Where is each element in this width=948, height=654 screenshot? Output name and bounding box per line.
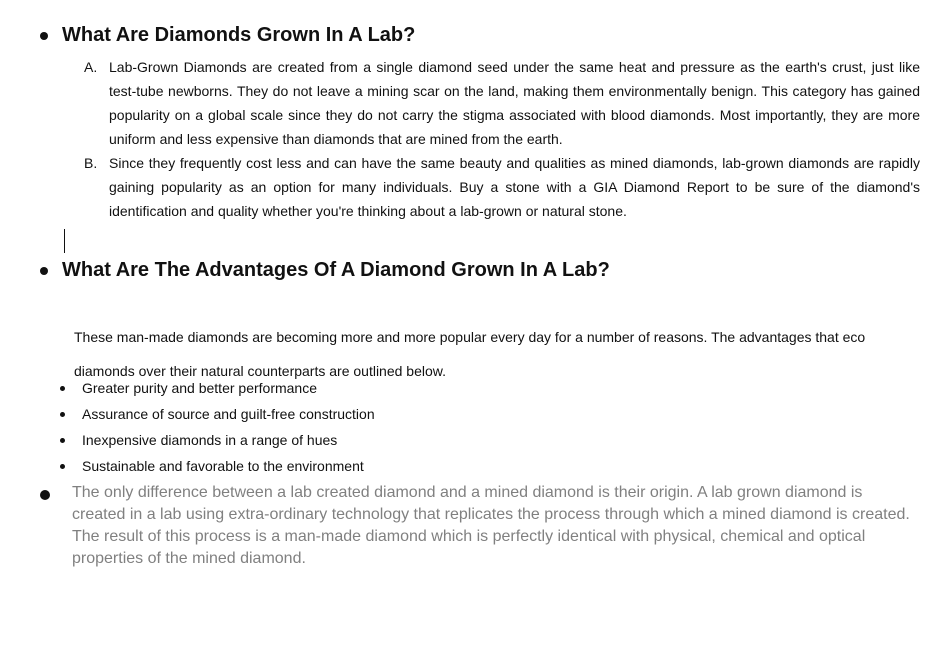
bullet-icon (40, 32, 48, 40)
intro-paragraph: These man-made diamonds are becoming more and more popular every day for a number of reasons. The advantages that eco diamonds over their natural counterparts are outlined below. (74, 329, 866, 379)
section-heading-text: What Are The Advantages Of A Diamond Grown In A Lab? (62, 259, 610, 281)
text-caret[interactable] (64, 229, 65, 253)
bullet-icon (40, 267, 48, 275)
list-item (84, 151, 920, 223)
list-item (60, 427, 375, 453)
list-item-text: Assurance of source and guilt-free construction (82, 406, 375, 422)
list-item (60, 401, 375, 427)
bullet-icon (60, 464, 65, 469)
section-heading-text: What Are Diamonds Grown In A Lab? (62, 24, 416, 46)
list-item-text: Inexpensive diamonds in a range of hues (82, 432, 338, 448)
closing-paragraph (40, 482, 920, 570)
list-item-text: Sustainable and favorable to the environment (82, 458, 364, 474)
list-marker: B. (84, 155, 98, 171)
list-item-text: Greater purity and better performance (82, 380, 318, 396)
section-heading-advantages (40, 259, 610, 282)
bullet-icon (60, 412, 65, 417)
list-item (84, 55, 920, 151)
bullet-icon (60, 438, 65, 443)
closing-text: The only difference between a lab created diamond and a mined diamond is their origin. A lab grown diamond is created in a lab using extra-ordinary technology that replicates the process through which a mined diamond is created. The result of this process is a man-made diamond which is perfectly identical with physical, chemical and optical properties of the mined diamond. (72, 484, 910, 567)
list-item (60, 375, 375, 401)
list-item-text: Lab-Grown Diamonds are created from a single diamond seed under the same heat and pressure as the earth's crust, just like test-tube newborns. They do not leave a mining scar on the land, making them environmentally benign. This category has gained popularity on a global scale since they do not carry the stigma associated with blood diamonds. Most importantly, they are more uniform and less expensive than diamonds that are mined from the earth. (109, 59, 920, 147)
list-marker: A. (84, 59, 98, 75)
section-heading-what-are (40, 24, 415, 47)
bullet-icon (40, 490, 50, 500)
list-item-text: Since they frequently cost less and can have the same beauty and qualities as mined diamonds, lab-grown diamonds are rapidly gaining popularity as an option for many individuals. Buy a stone with a GIA Diamond Report to be sure of the diamond's identification and quality whether you're thinking about a lab-grown or natural stone. (109, 155, 920, 219)
alpha-list (84, 55, 920, 223)
list-item (60, 453, 375, 479)
advantages-list (60, 375, 375, 479)
bullet-icon (60, 386, 65, 391)
